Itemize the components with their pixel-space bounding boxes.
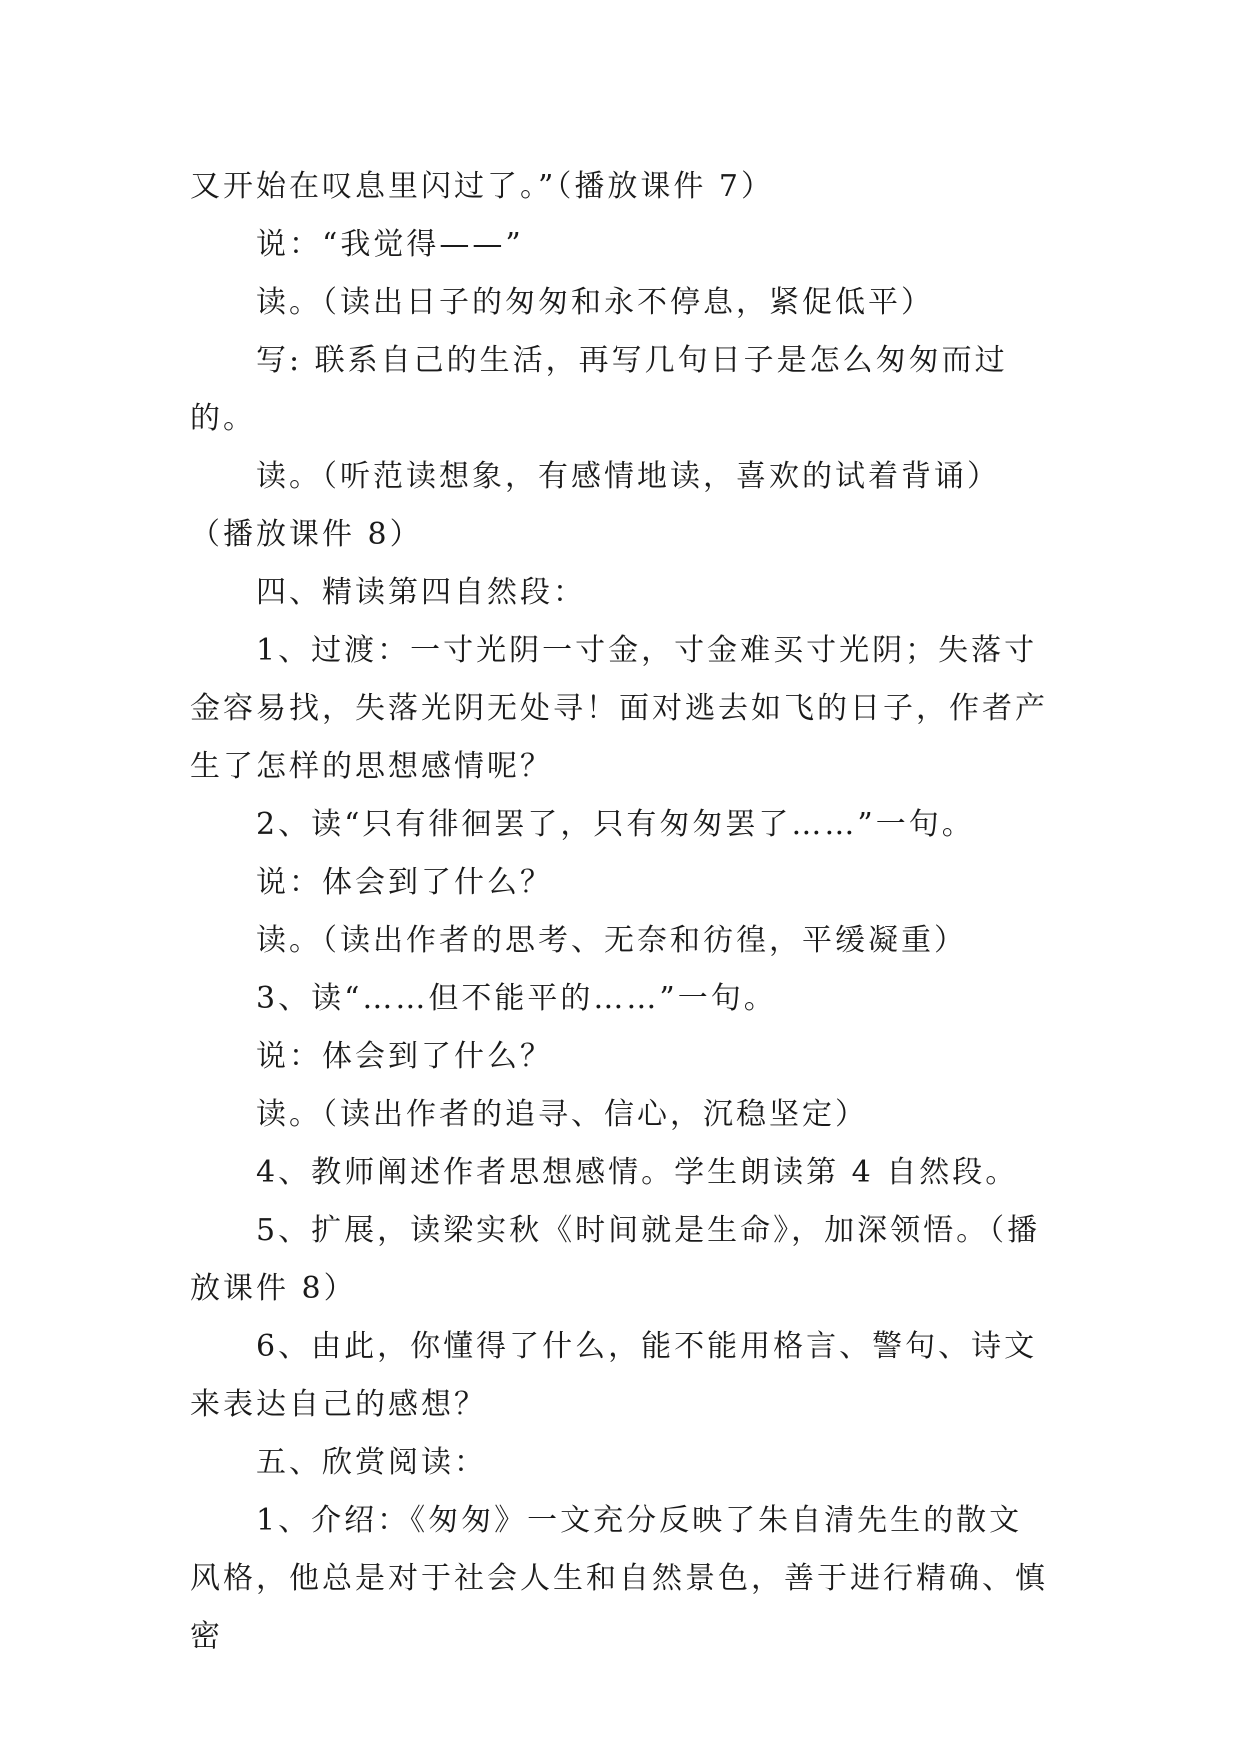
paragraph-teacher: 4、教师阐述作者思想感情。学生朗读第 4 自然段。 — [256, 1155, 1019, 1190]
section-heading-four: 四、精读第四自然段： — [256, 575, 586, 610]
paragraph-write: 写: 联系自己的生活，再写几句日子是怎么匆匆而过的。 — [190, 343, 1008, 436]
paragraph-continuation: 又开始在叹息里闪过了。”（播放课件 7） — [190, 169, 774, 204]
paragraph-say-2: 说：体会到了什么？ — [256, 865, 553, 900]
paragraph-read-recite: 读。（听范读想象，有感情地读，喜欢的试着背诵）（播放课件 8） — [190, 459, 1000, 552]
section-heading-five: 五、欣赏阅读： — [256, 1445, 487, 1480]
paragraph-read-2: 读。（读出作者的思考、无奈和彷徨，平缓凝重） — [256, 923, 967, 958]
document-body — [190, 158, 1050, 1666]
paragraph-read-sentence-3: 3、读“……但不能平的……”一句。 — [256, 981, 777, 1016]
paragraph-transition: 1、过渡：一寸光阴一寸金，寸金难买寸光阴；失落寸金容易找，失落光阴无处寻！面对逃去如飞的日子，作者产生了怎样的思想感情呢？ — [190, 633, 1048, 784]
paragraph-understanding: 6、由此，你懂得了什么，能不能用格言、警句、诗文来表达自己的感想？ — [190, 1329, 1038, 1422]
paragraph-introduction: 1、介绍：《匆匆》一文充分反映了朱自清先生的散文风格，他总是对于社会人生和自然景色，善于进行精确、慎密 — [190, 1503, 1048, 1654]
paragraph-read-sentence-2: 2、读“只有徘徊罢了，只有匆匆罢了……”一句。 — [256, 807, 975, 842]
paragraph-extension: 5、扩展，读梁实秋《时间就是生命》，加深领悟。（播放课件 8） — [190, 1213, 1041, 1306]
paragraph-say-3: 说：体会到了什么？ — [256, 1039, 553, 1074]
paragraph-read: 读。（读出日子的匆匆和永不停息，紧促低平） — [256, 285, 934, 320]
paragraph-read-3: 读。（读出作者的追寻、信心，沉稳坚定） — [256, 1097, 868, 1132]
paragraph-say: 说：“我觉得——” — [256, 227, 524, 262]
